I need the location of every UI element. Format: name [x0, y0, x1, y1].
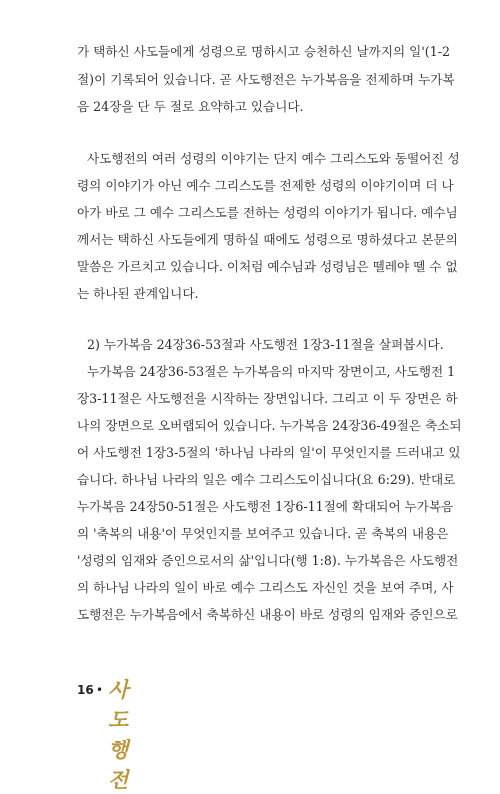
text-line: 의 하나님 나라의 일이 바로 예수 그리스도 자신인 것을 보여 주며, 사 [77, 580, 454, 595]
text-line: '성령의 임재와 증인으로서의 삶'입니다(행 1:8). 누가복음은 사도행전 [77, 553, 459, 568]
text-line: 누가복음 24장36-53절은 누가복음의 마지막 장면이고, 사도행전 1 [87, 364, 456, 379]
text-line: 나의 장면으로 오버랩되어 있습니다. 누가복음 24장36-49절은 축소되 [77, 418, 462, 433]
section-heading: 2) 누가복음 24장36-53절과 사도행전 1장3-11절을 살펴봅시다. [87, 337, 444, 352]
text-line: 께서는 택하신 사도들에게 명하실 때에도 성령으로 명하셨다고 본문의 [77, 232, 458, 247]
text-line: 음 24장을 단 두 절로 요약하고 있습니다. [77, 99, 304, 114]
running-title: 사도행전 [108, 677, 130, 792]
text-line: 절)이 기록되어 있습니다. 곧 사도행전은 누가복음을 전제하며 누가복 [77, 72, 455, 87]
text-line: 가 택하신 사도들에게 성령으로 명하시고 승천하신 날까지의 일'(1-2 [77, 44, 450, 59]
footer-bullet: • [96, 683, 104, 697]
text-line: 누가복음 24장50-51절은 사도행전 1장6-11절에 확대되어 누가복음 [77, 499, 454, 514]
text-line: 말씀은 가르치고 있습니다. 이처럼 예수님과 성령님은 뗄레야 뗄 수 없 [77, 259, 458, 274]
text-line: 도행전은 누가복음에서 축복하신 내용이 바로 성령의 임재와 증인으로 [77, 607, 458, 622]
text-line: 의 '축복의 내용'이 무엇인지를 보여주고 있습니다. 곧 축복의 내용은 [77, 526, 449, 541]
text-line: 습니다. 하나님 나라의 일은 예수 그리스도이십니다(요 6:29). 반대로 [77, 472, 456, 487]
text-line: 장3-11절은 사도행전을 시작하는 장면입니다. 그리고 이 두 장면은 하 [77, 391, 458, 406]
text-line: 어 사도행전 1장3-5절의 '하나님 나라의 일'이 무엇인지를 드러내고 있 [77, 445, 461, 460]
page-number: 16 [77, 683, 94, 697]
text-line: 아가 바로 그 예수 그리스도를 전하는 성령의 이야기가 됩니다. 예수님 [77, 205, 458, 220]
text-line: 는 하나된 관계입니다. [77, 286, 199, 301]
text-line: 사도행전의 여러 성령의 이야기는 단지 예수 그리스도와 동떨어진 성 [87, 151, 460, 166]
text-line: 령의 이야기가 아닌 예수 그리스도를 전제한 성령의 이야기이며 더 나 [77, 178, 454, 193]
